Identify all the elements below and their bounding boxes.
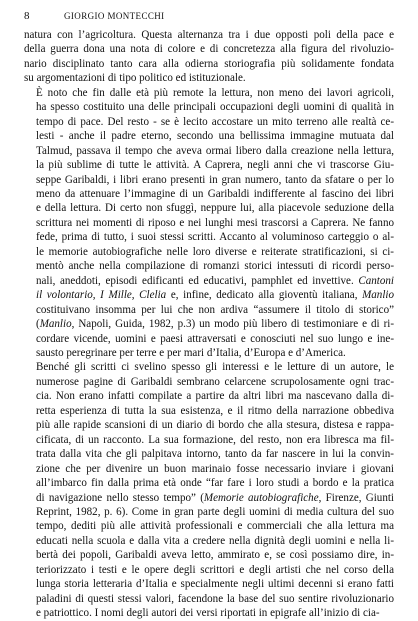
text-line: educati nella scuola e dalla vita a credere nella dignità degli uomini e nella li- (36, 534, 394, 547)
text-line: all’imbarco fin dalla prima età onde “far fare i loro studi a bordo e la pratica (36, 477, 394, 490)
text-line: e patriottico. I nomi degli autori dei versi riportati in epigrafe all’inizio di cia- (36, 607, 380, 620)
paragraph (24, 360, 394, 620)
text-line: Talmud, passava il tempo che aveva ormai libero dalla creazione nella lettura, (36, 144, 394, 157)
text-line: Benché gli scritti ci svelino spesso gli interessi e le letture di un autore, le (36, 361, 394, 374)
body-text (24, 28, 394, 621)
text-line: numerose pagine di Garibaldi sembrano celarcene scrupolosamente ogni trac- (36, 375, 394, 388)
text-line: bertà dei popoli, Garibaldi aveva letto, ammirato e, se così possiamo dire, in- (36, 549, 394, 562)
text-line: lunga storia letteraria d’Italia e specialmente negli ultimi decenni si erano fatti (36, 578, 394, 591)
text-line: fede, prima di tutto, i suoi stessi scritti. Accanto al voluminoso carteggio o al- (36, 231, 394, 244)
text-line: paladini di questi stessi valori, facendone la base del suo sentire rivoluzionario (36, 592, 394, 605)
text-line: natura con l’agricoltura. Questa alternanza tra i due opposti poli della pace e (24, 29, 394, 41)
text-line: nario disciplinato tanto cara alla odierna storiografia più solidamente fondata (24, 57, 394, 70)
text-line: retta esperienza di tutta la sua esistenza, e il ritmo della narrazione obbediva (36, 404, 394, 417)
text-line: teriorizzato i testi e le opere degli scrittori e degli artisti che nel corso della (36, 563, 394, 576)
text-line: ha spesso costituito una delle principali occupazioni degli uomini di qualità in (36, 101, 394, 114)
text-line: nali, aneddoti, episodi edificanti ed educativi, pamphlet ed invettive. Cantoni (36, 274, 394, 287)
text-line: tempo di pace. Del resto - se è lecito accostare un mito terreno alle realtà ce- (36, 115, 394, 128)
text-line: meno da attenuare l’immagine di un Garibaldi indifferente al fascino dei libri (36, 187, 394, 200)
text-line: È noto che fin dalle età più remote la lettura, non meno dei lavori agricoli, (36, 86, 394, 99)
text-line: su argomentazioni di tipo politico ed istituzionale. (24, 72, 246, 85)
text-line: lesti - anche il padre eterno, secondo una bellissima immagine mutuata dal (36, 130, 394, 143)
text-line: più alle rapide scansioni di un diario di bordo che alla stesura, distesa e rappa- (36, 419, 394, 432)
text-line: seppe Garibaldi, i libri erano presenti in gran numero, tanto da sfatare o per lo (36, 173, 394, 186)
page-header (24, 9, 394, 23)
text-line: di navigazione nello stesso tempo” (Memorie autobiografiche, Firenze, Giunti (36, 491, 394, 504)
text-line: e della lettura. Di certo non sfuggì, neppure lui, alla piacevole seduzione della (36, 202, 394, 215)
page-number: 8 (24, 10, 30, 22)
paragraph (24, 86, 394, 361)
text-line: zione che per divenire un buon marinaio fosse necessario inviare i giovani (36, 462, 394, 475)
text-line: tempo, dediti più alle attività professionali e commerciali che alla lettura ma (36, 520, 394, 533)
text-line: il volontario, I Mille, Clelia e, infine, dedicato alla gioventù italiana, Manlio (36, 289, 394, 302)
text-line: (Manlio, Napoli, Guida, 1982, p.3) un modo più libero di testimoniare e di ri- (36, 318, 394, 331)
paragraph (24, 28, 394, 86)
text-line: trata dalla vita che gli palpitava intorno, tanto da far nascere in lui la convin- (36, 448, 394, 461)
text-line: cia. Non erano infatti compilate a partire da altri libri ma nascevano dalla di- (36, 390, 394, 403)
text-line: le memorie autobiografiche nelle loro diverse e reiterate stratificazioni, si ci- (36, 245, 394, 258)
text-line: cificata, di un racconto. La sua formazione, del resto, non era libresca ma fil- (36, 433, 394, 446)
text-line: Reprint, 1982, p. 6). Come in gran parte degli uomini di media cultura del suo (36, 505, 394, 518)
running-head: GIORGIO MONTECCHI (64, 11, 165, 21)
text-line: mentò anche nella compilazione di romanzi storici intessuti di ricordi perso- (36, 260, 394, 273)
text-line: della guerra dona una nota di colore e di concretezza alla figura del rivoluzio- (24, 43, 394, 56)
text-line: sausto peregrinare per terre e per mari d’Italia, d’Europa e d’America. (36, 346, 346, 359)
text-line: costituivano insomma per lui che non ardiva “assumere il titolo di storico” (36, 303, 394, 316)
text-line: cordare vicende, uomini e paesi attraversati e conosciuti nel suo lungo e ine- (36, 332, 394, 345)
text-line: scrittura nei momenti di riposo e nei lunghi mesi trascorsi a Caprera. Ne fanno (36, 216, 394, 229)
text-line: la più sublime di tutte le attività. A Caprera, negli anni che vi trascorse Giu- (36, 159, 394, 172)
